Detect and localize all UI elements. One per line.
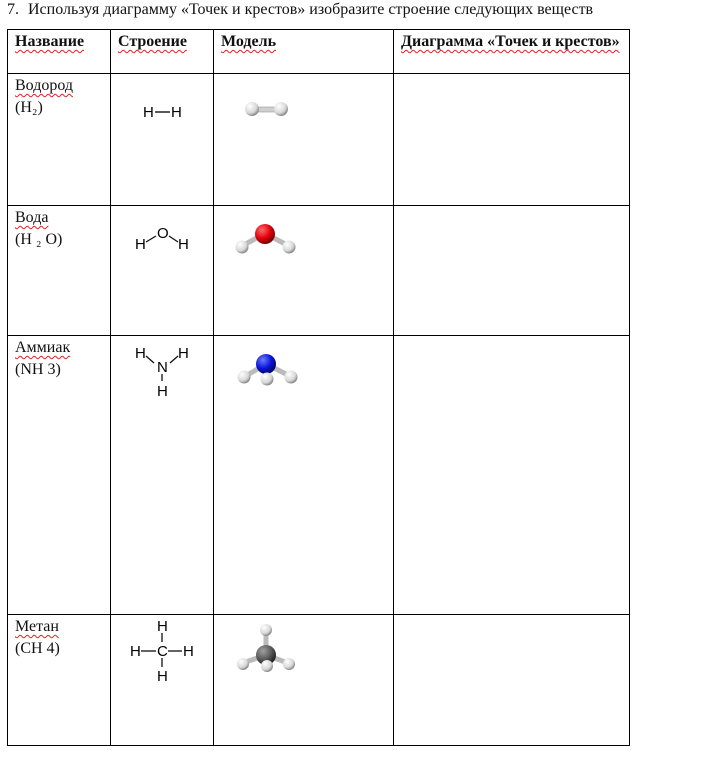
substance-name: Аммиак bbox=[15, 339, 71, 356]
svg-text:C: C bbox=[157, 643, 168, 660]
header-name: Название bbox=[8, 30, 111, 74]
dot-cross-diagram-cell[interactable] bbox=[394, 336, 630, 615]
table-row bbox=[8, 206, 630, 336]
substance-name: Вода bbox=[15, 209, 49, 226]
dot-cross-diagram-cell[interactable] bbox=[394, 206, 630, 336]
table-row bbox=[8, 336, 630, 615]
svg-text:N: N bbox=[157, 359, 168, 376]
table-header-row bbox=[8, 30, 630, 74]
ammonia-molecule-model bbox=[214, 336, 393, 614]
h2o-structural-formula bbox=[111, 206, 213, 335]
water-molecule-model bbox=[214, 206, 393, 335]
model-cell bbox=[214, 336, 394, 615]
substance-formula: (H₂) bbox=[15, 99, 43, 116]
model-cell bbox=[214, 74, 394, 206]
structure-cell bbox=[111, 615, 214, 746]
substance-formula: (H ₂ O) bbox=[15, 231, 63, 248]
svg-text:O: O bbox=[157, 225, 169, 242]
svg-text:H: H bbox=[135, 236, 146, 253]
methane-molecule-model bbox=[214, 615, 393, 745]
substance-name: Водород bbox=[15, 77, 74, 94]
svg-text:H: H bbox=[157, 383, 168, 400]
nh3-structural-formula bbox=[111, 336, 213, 614]
structure-cell bbox=[111, 74, 214, 206]
svg-text:H: H bbox=[157, 618, 168, 635]
h2-structural-formula bbox=[111, 74, 213, 205]
substance-name-cell bbox=[8, 336, 111, 615]
header-dot-cross-diagram: Диаграмма «Точек и крестов» bbox=[394, 30, 630, 74]
svg-text:H: H bbox=[178, 236, 189, 253]
atom-label: H bbox=[171, 104, 182, 121]
substance-name: Метан bbox=[15, 618, 59, 635]
table-row bbox=[8, 615, 630, 746]
model-cell bbox=[214, 615, 394, 746]
substance-formula: (NH 3) bbox=[15, 361, 61, 378]
substance-name-cell bbox=[8, 615, 111, 746]
svg-text:H: H bbox=[157, 668, 168, 685]
substance-formula: (CH 4) bbox=[15, 640, 60, 657]
header-model: Модель bbox=[214, 30, 394, 74]
substances-table bbox=[7, 29, 630, 746]
model-cell bbox=[214, 206, 394, 336]
svg-text:H: H bbox=[178, 345, 189, 362]
dot-cross-diagram-cell[interactable] bbox=[394, 615, 630, 746]
substance-name-cell bbox=[8, 206, 111, 336]
svg-text:H: H bbox=[183, 643, 194, 660]
substance-name-cell bbox=[8, 74, 111, 206]
task-text: Используя диаграмму «Точек и крестов» изобразите строение следующих веществ bbox=[28, 1, 594, 18]
hydrogen-molecule-model bbox=[214, 74, 393, 205]
svg-text:H: H bbox=[130, 643, 141, 660]
table-row bbox=[8, 74, 630, 206]
atom-label: H bbox=[143, 104, 154, 121]
header-structure: Строение bbox=[111, 30, 214, 74]
task-number: 7. bbox=[7, 1, 19, 18]
dot-cross-diagram-cell[interactable] bbox=[394, 74, 630, 206]
ch4-structural-formula bbox=[111, 615, 213, 745]
structure-cell bbox=[111, 206, 214, 336]
structure-cell bbox=[111, 336, 214, 615]
task-heading bbox=[7, 1, 593, 19]
svg-text:H: H bbox=[135, 345, 146, 362]
